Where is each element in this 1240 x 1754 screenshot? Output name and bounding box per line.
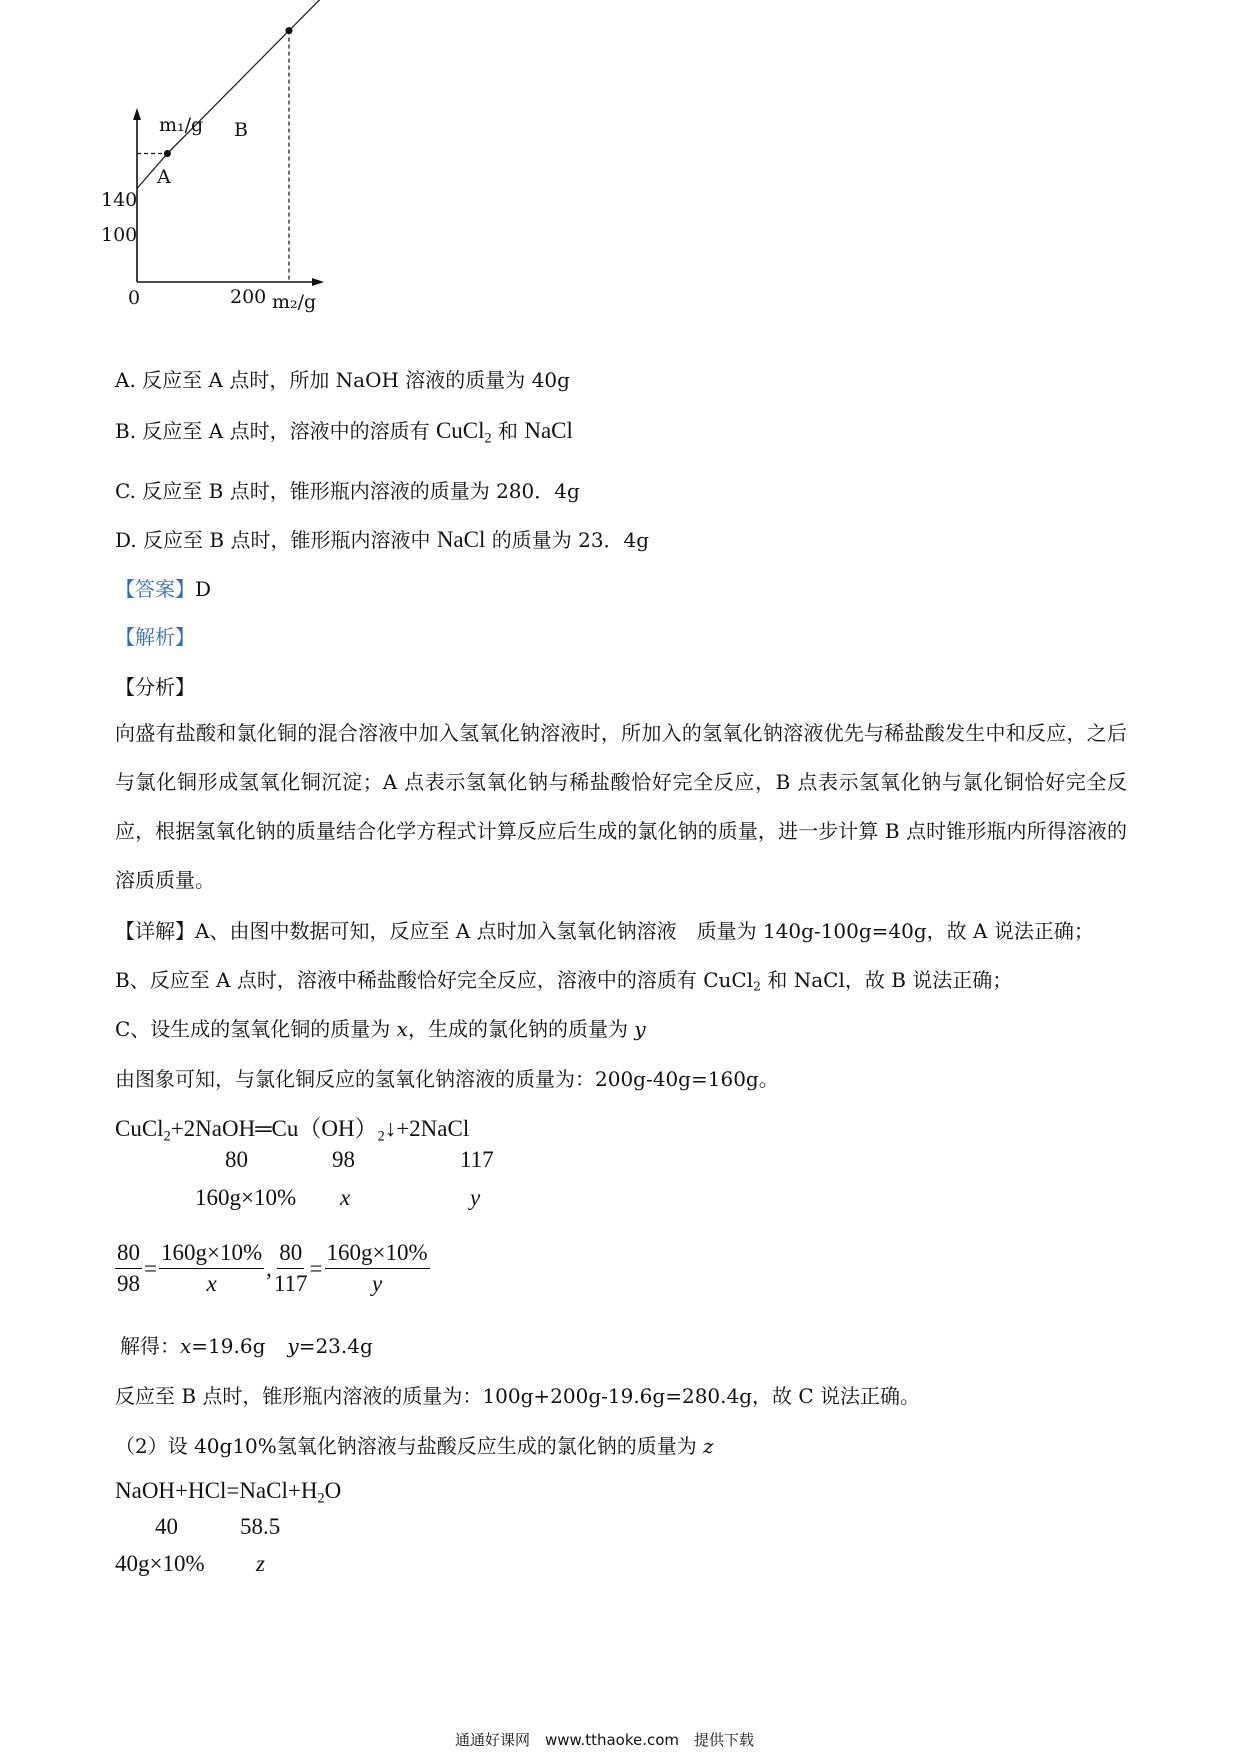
series-line: [137, 0, 323, 189]
eq1-mass-naoh: 160g×10%: [195, 1185, 297, 1210]
detail-line-1: 【详解】A、由图中数据可知，反应至 A 点时加入氢氧化钠溶液 质量为 140g-100g=40g，故 A 说法正确；: [115, 919, 1094, 943]
x-tick-200: 200: [230, 286, 267, 308]
page-footer: 通通好课网 www.tthaoke.com 提供下载: [455, 1731, 755, 1749]
analysis-tag: 【解析】: [115, 625, 195, 649]
y-axis-arrow: [133, 108, 141, 120]
eq2-var-z: z: [256, 1551, 265, 1576]
origin-label: 0: [128, 287, 141, 309]
y-axis-label: m₁/g: [159, 114, 204, 136]
eq1-molar-nacl: 117: [460, 1147, 494, 1172]
equation-naoh-hcl: $NaOH+HCl=NaCl+H_2O$: [115, 1478, 342, 1507]
point-b-label: B: [234, 119, 248, 141]
detail-line-2: B、反应至 A 点时，溶液中稀盐酸恰好完全反应，溶液中的溶质有 CuCl$_2$ 和 NaCl，故 B 说法正确；: [115, 968, 1013, 994]
fraction-80-98: $\frac{80}{98}$: [117, 1240, 140, 1296]
equation-cucl2-naoh: $CuCl_2+2NaOH═Cu(OH)_2↓+2NaCl$: [115, 1116, 470, 1145]
fraction-80-117: $\frac{80}{117}$: [273, 1240, 308, 1296]
chart: [96, 92, 366, 352]
answer-line: [115, 576, 211, 602]
y-tick-100: 100: [101, 224, 138, 246]
fraction-mass-x: $\frac{160g\times 10\%}{x}$: [160, 1240, 263, 1296]
proportion-equations: $\frac{80}{98}$ = $\frac{160g\times 10\%}{x}$ , $\frac{80}{117}$ = $\frac{160g\times 10\%}{y}$: [117, 1240, 428, 1296]
y-tick-140: 140: [101, 189, 138, 211]
point-a-label: A: [157, 166, 171, 188]
solve-line: 解得：x=19.6g y=23.4g: [120, 1334, 373, 1358]
chart-marks: [137, 0, 323, 282]
eq2-molar-nacl: 58.5: [240, 1514, 281, 1539]
option-a: A. 反应至 A 点时，所加 NaOH 溶液的质量为 40g: [115, 368, 570, 392]
part-2-intro: （2）设 40g10%氢氧化钠溶液与盐酸反应生成的氯化钠的质量为 z: [115, 1434, 714, 1458]
detail-line-3: C、设生成的氢氧化铜的质量为 x，生成的氯化钠的质量为 y: [115, 1017, 646, 1041]
point-a: [164, 150, 171, 157]
option-c: C. 反应至 B 点时，锥形瓶内溶液的质量为 280．4g: [115, 479, 580, 503]
eq1-molar-cucl2: 80: [225, 1147, 248, 1172]
detail-line-4: 由图象可知，与氯化铜反应的氢氧化钠溶液的质量为：200g-40g=160g。: [115, 1067, 779, 1091]
conclusion-c: 反应至 B 点时，锥形瓶内溶液的质量为：100g+200g-19.6g=280.4g，故 C 说法正确。: [115, 1384, 921, 1408]
x-axis-arrow: [312, 278, 324, 286]
analysis-subheading: 【分析】: [115, 675, 195, 699]
option-b-text: B. 反应至 A 点时，溶液中的溶质有: [115, 419, 436, 443]
option-d: D. 反应至 B 点时，锥形瓶内溶液中 NaCl 的质量为 23．4g: [115, 527, 650, 552]
option-b-nacl: NaCl: [524, 418, 573, 443]
option-b: [115, 418, 573, 447]
eq1-var-y: y: [470, 1185, 481, 1210]
point-b: [286, 27, 293, 34]
eq2-molar-naoh: 40: [155, 1514, 178, 1539]
option-b-and: 和: [491, 419, 525, 443]
analysis-paragraph: 向盛有盐酸和氯化铜的混合溶液中加入氢氧化钠溶液时，所加入的氢氧化钠溶液优先与稀盐酸发生中和反应，之后与氯化铜形成氢氧化铜沉淀；A 点表示氢氧化钠与稀盐酸恰好完全反应，B 点表示氢氧化钠与氯化铜恰好完全反应，根据氢氧化钠的质量结合化学方程式计算反应后生成的氯化钠的质量，进一步计算 B 点时锥形瓶内所得溶液的溶质质量。: [115, 721, 1127, 892]
eq1-var-x: x: [340, 1185, 351, 1210]
option-b-cucl2: CuCl$_2$: [435, 418, 492, 447]
eq1-molar-cuoh2: 98: [332, 1147, 355, 1172]
x-axis-label: m₂/g: [272, 291, 317, 313]
option-d-nacl: NaCl: [436, 527, 486, 552]
answer-tag: 【答案】: [115, 577, 195, 601]
answer-value: D: [195, 577, 212, 601]
precipitate-arrow: ↓: [384, 1116, 397, 1141]
fraction-mass-y: $\frac{160g\times 10\%}{y}$: [326, 1240, 428, 1296]
eq2-mass-naoh: 40g×10%: [115, 1551, 205, 1576]
